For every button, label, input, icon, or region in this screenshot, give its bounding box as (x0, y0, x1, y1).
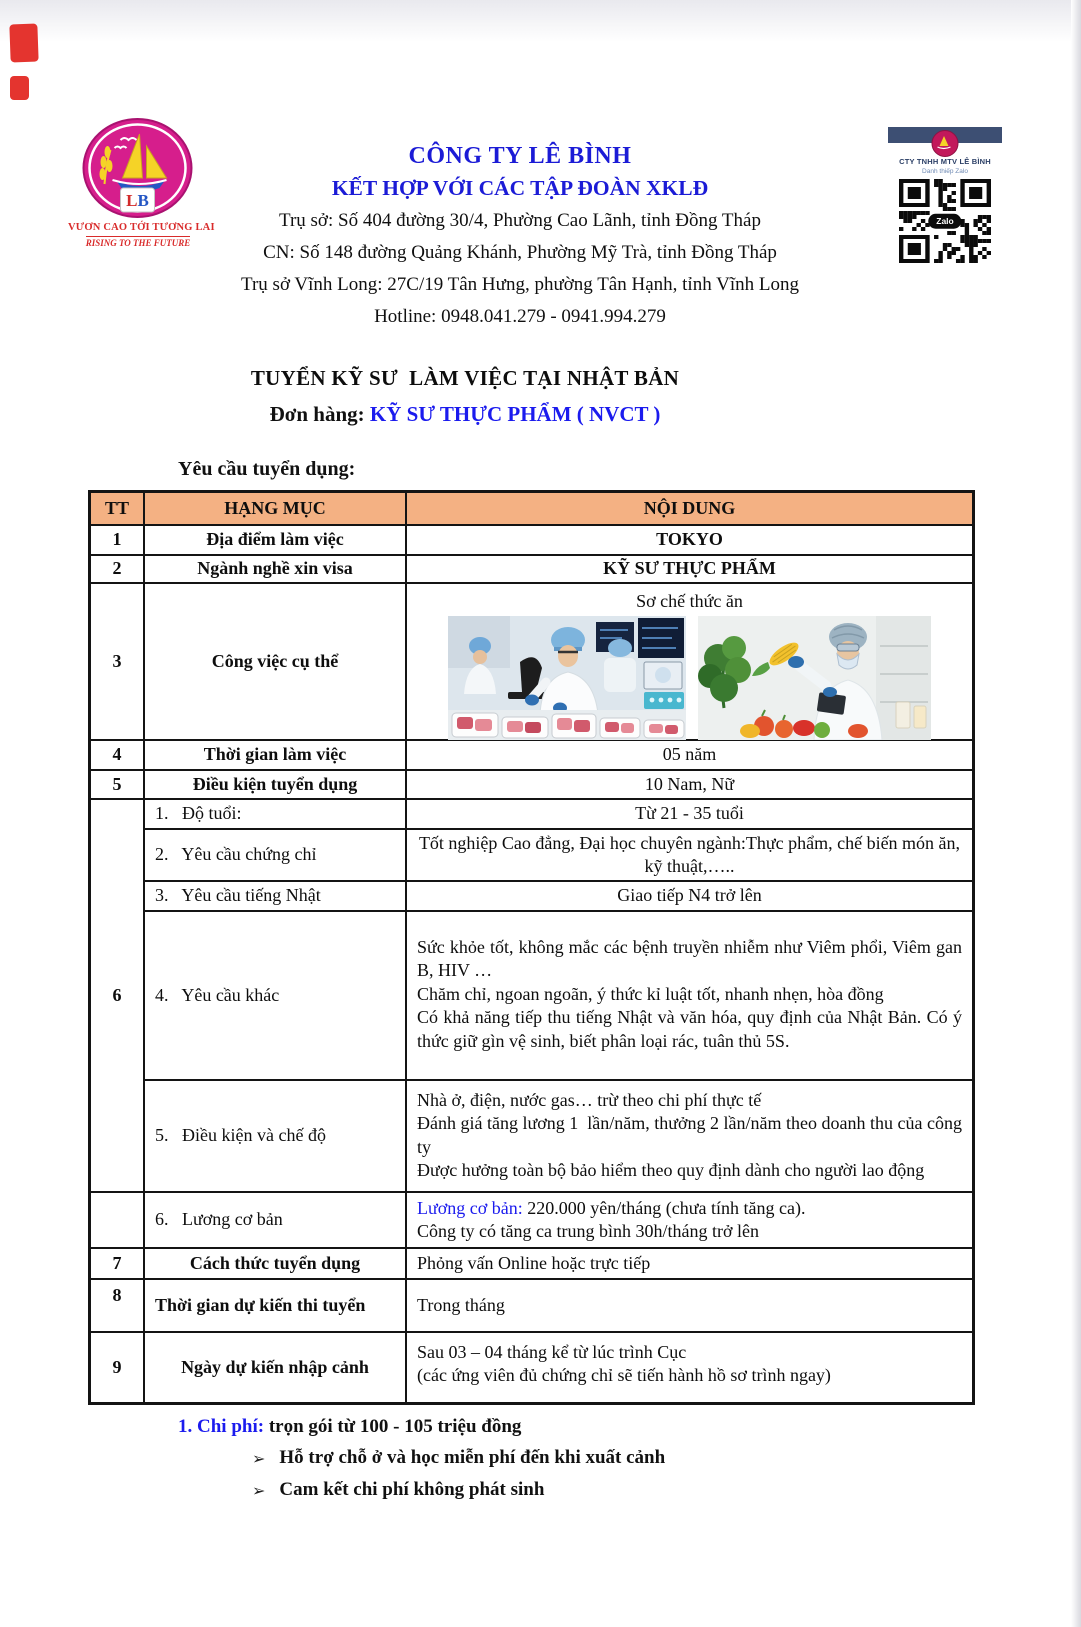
scan-right-shadow (1071, 0, 1081, 1627)
r6-s4-line1: Sức khỏe tốt, không mắc các bệnh truyền nhiễm như Viêm phổi, Viêm gan B, HIV … (417, 937, 962, 981)
order-highlight: KỸ SƯ THỰC PHẨM ( NVCT ) (369, 402, 661, 426)
r9-tt: 9 (91, 1333, 145, 1402)
order-label: Đơn hàng: (269, 402, 370, 426)
r3-photos (417, 616, 962, 740)
bullet-text-2: Cam kết chi phí không phát sinh (279, 1479, 545, 1500)
company-subtitle: KẾT HỢP VỚI CÁC TẬP ĐOÀN XKLĐ (331, 176, 709, 200)
red-corner-mark (9, 24, 38, 63)
r5-content: 10 Nam, Nữ (407, 771, 972, 800)
col-header-item: HẠNG MỤC (145, 493, 407, 526)
r1-content: TOKYO (407, 526, 972, 556)
salary-highlight: Lương cơ bản: (417, 1198, 523, 1218)
photo-vegetable-inspection (698, 616, 931, 740)
company-logo-graphic (80, 118, 195, 222)
r2-item: Ngành nghề xin visa (145, 556, 407, 584)
r6-tt: 6 (91, 800, 145, 1193)
cost-note (178, 1416, 521, 1438)
requirements-table (88, 490, 975, 1405)
r3-item: Công việc cụ thể (145, 584, 407, 741)
r8-item: Thời gian dự kiến thi tuyển (145, 1280, 407, 1333)
r1-item: Địa điểm làm việc (145, 526, 407, 556)
r9-content (407, 1333, 972, 1402)
col-header-tt: TT (91, 493, 145, 526)
col-header-content: NỘI DUNG (407, 493, 972, 526)
r6-s6-tt-empty (91, 1193, 145, 1249)
r3-tt: 3 (91, 584, 145, 741)
logo-tagline-en: RISING TO THE FUTURE (85, 238, 191, 248)
r8-tt: 8 (91, 1280, 145, 1333)
section-label: Yêu cầu tuyển dụng: (178, 458, 356, 480)
logo-tagline-vi: VƯƠN CAO TỚI TƯƠNG LAI (68, 222, 215, 233)
bullet-item-2 (252, 1479, 544, 1501)
r9-line1: Sau 03 – 04 tháng kể từ lúc trình Cục (417, 1342, 687, 1362)
r2-tt: 2 (91, 556, 145, 584)
zalo-badge: Zalo (928, 214, 961, 229)
r7-tt: 7 (91, 1249, 145, 1280)
zalo-card-logo-emblem (932, 130, 959, 157)
r5-item: Điều kiện tuyển dụng (145, 771, 407, 800)
r6-s1-content: Từ 21 - 35 tuổi (407, 800, 972, 830)
cost-label: 1. Chi phí: (178, 1416, 265, 1437)
r9-line2: (các ứng viên đủ chứng chỉ sẽ tiến hành hồ sơ trình ngay) (417, 1365, 831, 1386)
r7-content: Phỏng vấn Online hoặc trực tiếp (407, 1249, 972, 1280)
company-logo (80, 118, 195, 222)
address-line-3: Trụ sở Vĩnh Long: 27C/19 Tân Hưng, phường Tân Hạnh, tỉnh Vĩnh Long (241, 274, 799, 295)
r6-s4-item: 4. Yêu cầu khác (145, 912, 407, 1081)
r7-item: Cách thức tuyển dụng (145, 1249, 407, 1280)
r6-s5-line1: Nhà ở, điện, nước gas… trừ theo chi phí thực tế (417, 1090, 762, 1110)
salary-line2: Công ty có tăng ca trung bình 30h/tháng trở lên (417, 1221, 759, 1242)
zalo-card-subtitle: Danh thiếp Zalo (922, 168, 968, 175)
bullet-item-1 (252, 1447, 665, 1469)
r4-item: Thời gian làm việc (145, 741, 407, 771)
r6-s6-content (407, 1193, 972, 1249)
r4-tt: 4 (91, 741, 145, 771)
svg-text:LB: LB (126, 191, 149, 210)
r6-s2-item: 2. Yêu cầu chứng chỉ (145, 830, 407, 882)
r6-s4-line2: Chăm chỉ, ngoan ngoãn, ý thức kỉ luật tốt, nhanh nhẹn, hòa đồng (417, 983, 884, 1004)
r6-s5-item: 5. Điều kiện và chế độ (145, 1081, 407, 1193)
r3-content (407, 584, 972, 741)
doc-title: TUYỂN KỸ SƯ LÀM VIỆC TẠI NHẬT BẢN (250, 366, 680, 390)
r1-tt: 1 (91, 526, 145, 556)
r6-s1-item: 1. Độ tuổi: (145, 800, 407, 830)
r6-s5-line3: Được hưởng toàn bộ bảo hiểm theo quy định dành cho người lao động (417, 1160, 925, 1181)
arrow-bullet-icon: ➢ (252, 1481, 266, 1500)
r8-content: Trong tháng (407, 1280, 972, 1333)
address-line-1: Trụ sở: Số 404 đường 30/4, Phường Cao Lãnh, tỉnh Đồng Tháp (279, 210, 761, 231)
bullet-text-1: Hỗ trợ chỗ ở và học miễn phí đến khi xuất cảnh (279, 1447, 666, 1468)
r6-s5-content (407, 1081, 972, 1193)
order-line (70, 402, 860, 427)
r3-caption: Sơ chế thức ăn (636, 591, 743, 612)
r6-s4-content (407, 912, 972, 1081)
qr-code (899, 179, 991, 263)
address-line-2: CN: Số 148 đường Quảng Khánh, Phường Mỹ Trà, tỉnh Đồng Tháp (263, 242, 777, 263)
logo-monogram-box (121, 188, 155, 212)
salary-rest: 220.000 yên/tháng (chưa tính tăng ca). (522, 1198, 806, 1218)
cost-value: trọn gói từ 100 - 105 triệu đồng (264, 1416, 522, 1437)
r6-s6-item: 6. Lương cơ bản (145, 1193, 407, 1249)
photo-food-lab (448, 616, 686, 740)
r5-tt: 5 (91, 771, 145, 800)
logo-taglines (68, 222, 215, 251)
zalo-business-card (888, 127, 1002, 265)
zalo-card-header-bar (888, 127, 1002, 143)
r6-s3-content: Giao tiếp N4 trở lên (407, 882, 972, 912)
r2-content: KỸ SƯ THỰC PHẨM (407, 556, 972, 584)
r6-s5-line2: Đánh giá tăng lương 1 lần/năm, thưởng 2 lần/năm theo doanh thu của công ty (417, 1113, 962, 1157)
r4-content: 05 năm (407, 741, 972, 771)
red-corner-mark-small (10, 76, 29, 100)
r9-item: Ngày dự kiến nhập cảnh (145, 1333, 407, 1402)
arrow-bullet-icon: ➢ (252, 1449, 266, 1468)
r6-s2-content: Tốt nghiệp Cao đẳng, Đại học chuyên ngành:Thực phẩm, chế biến món ăn, kỹ thuật,….. (407, 830, 972, 882)
company-header (215, 143, 825, 328)
hotline: Hotline: 0948.041.279 - 0941.994.279 (374, 306, 666, 327)
r6-s3-item: 3. Yêu cầu tiếng Nhật (145, 882, 407, 912)
scan-top-shadow (0, 0, 1081, 42)
company-name: CÔNG TY LÊ BÌNH (408, 143, 632, 169)
r6-s4-line3: Có khả năng tiếp thu tiếng Nhật và văn hóa, quy định của Nhật Bản. Có ý thức giữ gìn vệ sinh, biết phân loại rác, tuân thủ 5S. (417, 1007, 962, 1051)
zalo-card-title: CTY TNHH MTV LÊ BÌNH (899, 157, 991, 166)
